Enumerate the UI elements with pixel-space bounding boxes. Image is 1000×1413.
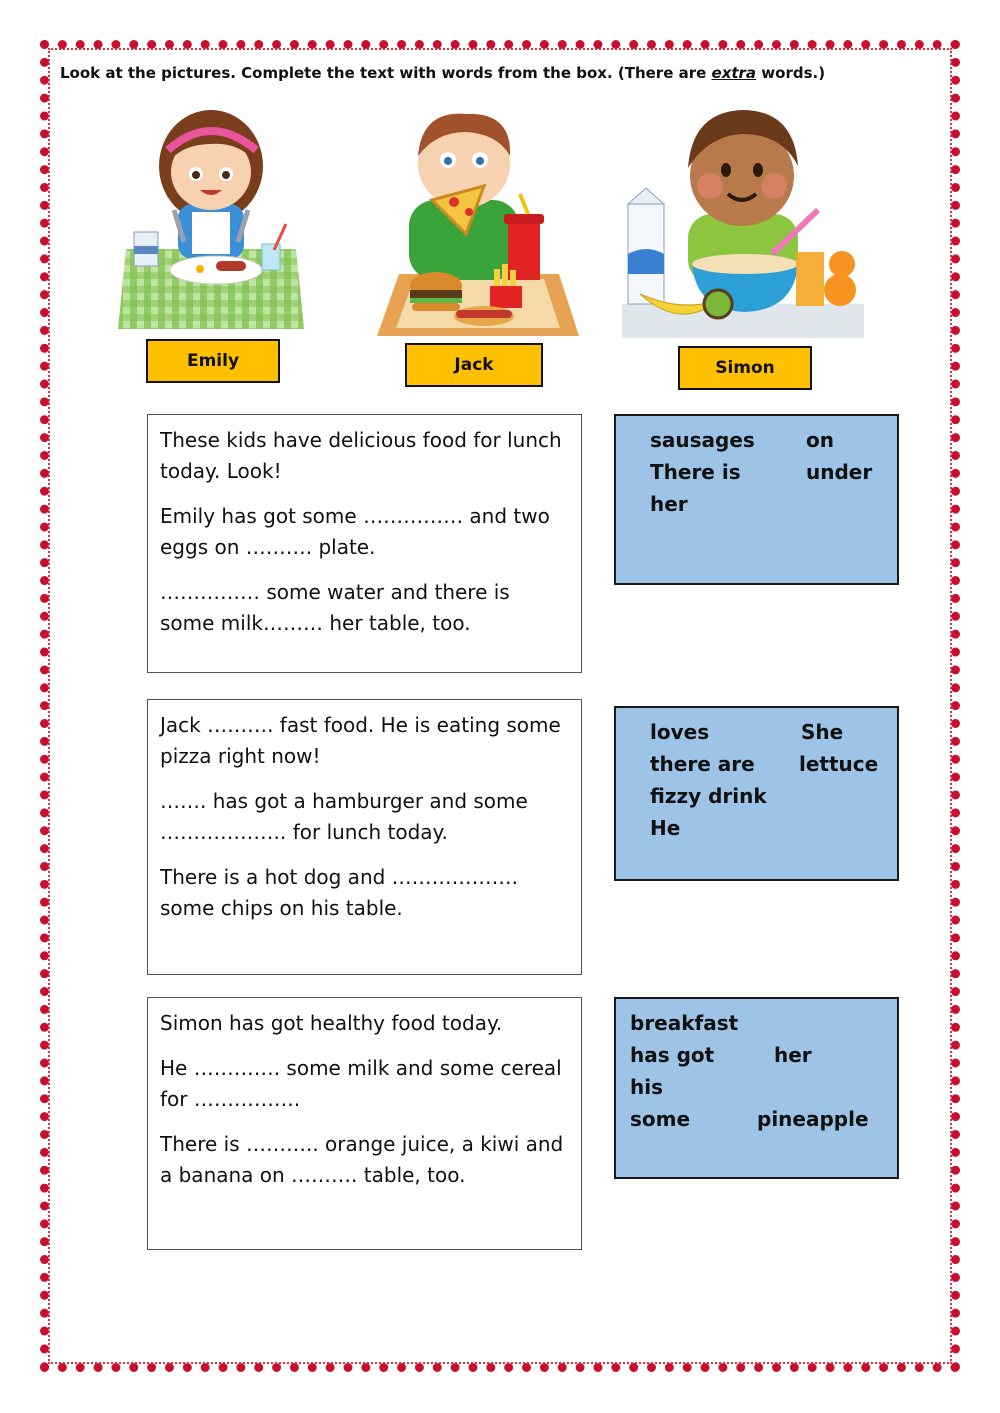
text-paragraph: ……. has got a hamburger and some ………………. for lunch today. [160, 789, 528, 844]
emily-eating-illustration [116, 104, 306, 334]
text-paragraph: Emily has got some …………… and two eggs on ………. plate. [160, 504, 550, 559]
word-bank-word: on [806, 428, 834, 452]
word-bank-word: loves [650, 720, 710, 744]
word-bank-word: some [630, 1107, 691, 1131]
word-bank-word: breakfast [630, 1011, 739, 1035]
name-tag-jack: Jack [405, 343, 543, 387]
instructions-emphasis: extra [711, 64, 757, 82]
word-bank-word: under [806, 460, 873, 484]
jack-eating-illustration [374, 104, 584, 340]
word-bank-word: his [630, 1075, 663, 1099]
word-bank-word: lettuce [799, 752, 879, 776]
word-bank-word: He [650, 816, 681, 840]
word-bank-3 [614, 997, 899, 1179]
emily-text-box [147, 414, 582, 673]
jack-text-box [147, 699, 582, 975]
text-paragraph: There is a hot dog and ………………. some chips on his table. [160, 865, 519, 920]
instructions: Look at the pictures. Complete the text with words from the box. (There are extra words.) [60, 64, 826, 82]
text-paragraph: Simon has got healthy food today. [160, 1011, 503, 1035]
simon-text-box [147, 997, 582, 1250]
word-bank-1 [614, 414, 899, 585]
name-tag-simon: Simon [678, 346, 812, 390]
word-bank-word: She [801, 720, 844, 744]
text-paragraph: He …………. some milk and some cereal for ……………. [160, 1056, 562, 1111]
text-paragraph: Jack ………. fast food. He is eating some pizza right now! [160, 713, 561, 768]
word-bank-word: There is [650, 460, 741, 484]
word-bank-word: her [650, 492, 688, 516]
word-bank-2 [614, 706, 899, 881]
word-bank-word: pineapple [757, 1107, 869, 1131]
simon-eating-illustration [622, 104, 864, 340]
text-paragraph: …………… some water and there is some milk……… her table, too. [160, 580, 510, 635]
word-bank-word: there are [650, 752, 755, 776]
word-bank-word: sausages [650, 428, 755, 452]
name-tag-emily: Emily [146, 339, 280, 383]
word-bank-word: has got [630, 1043, 715, 1067]
text-paragraph: These kids have delicious food for lunch today. Look! [160, 428, 562, 483]
text-paragraph: There is ……….. orange juice, a kiwi and a banana on ………. table, too. [160, 1132, 564, 1187]
word-bank-word: her [774, 1043, 812, 1067]
word-bank-word: fizzy drink [650, 784, 767, 808]
